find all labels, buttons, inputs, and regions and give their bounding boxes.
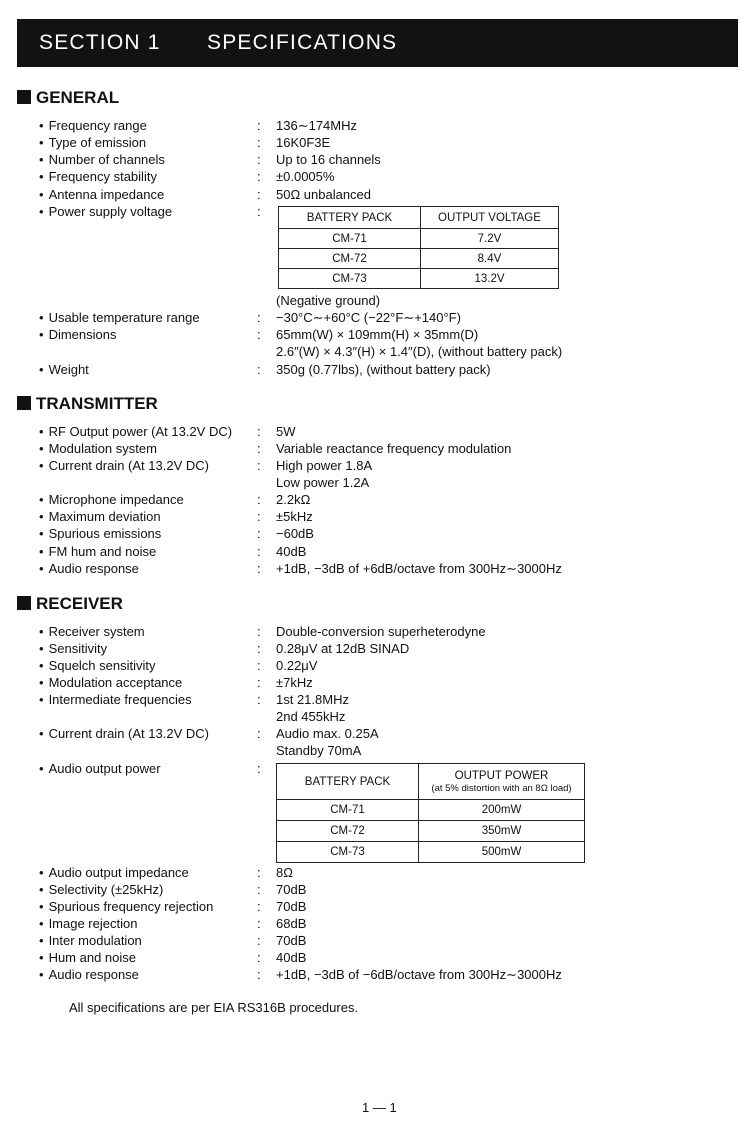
general-heading: GENERAL	[17, 88, 119, 108]
square-bullet-icon	[17, 596, 31, 610]
spec-value: 0.28μV at 12dB SINAD	[276, 641, 410, 656]
spec-value: −60dB	[276, 526, 314, 541]
colon: :	[257, 544, 261, 559]
negative-ground-note: (Negative ground)	[276, 293, 381, 308]
spec-value: +1dB, −3dB of −6dB/octave from 300Hz∼3000Hz	[276, 967, 562, 982]
colon: :	[257, 967, 261, 982]
table-row	[279, 229, 559, 249]
colon: :	[257, 458, 261, 473]
colon: :	[257, 899, 261, 914]
power-supply-table	[278, 206, 559, 289]
table-cell: CM-71	[279, 229, 421, 249]
spec-value: 136∼174MHz	[276, 118, 357, 133]
colon: :	[257, 135, 261, 150]
table-cell: 200mW	[419, 800, 585, 821]
colon: :	[257, 509, 261, 524]
spec-value: 2.6″(W) × 4.3″(H) × 1.4″(D), (without battery pack)	[276, 344, 563, 359]
colon: :	[257, 624, 261, 639]
spec-label: • FM hum and noise	[39, 544, 156, 560]
colon: :	[257, 327, 261, 342]
spec-value: ±7kHz	[276, 675, 313, 690]
table-header: OUTPUT VOLTAGE	[421, 207, 559, 229]
table-cell: CM-71	[277, 800, 419, 821]
table-cell: CM-72	[279, 249, 421, 269]
colon: :	[257, 526, 261, 541]
table-cell: CM-72	[277, 821, 419, 842]
table-cell: CM-73	[279, 269, 421, 289]
table-row	[277, 842, 585, 863]
colon: :	[257, 675, 261, 690]
table-header: OUTPUT POWER (at 5% distortion with an 8Ω load)	[419, 764, 585, 800]
spec-label: • Current drain (At 13.2V DC)	[39, 458, 209, 474]
spec-value: 2.2kΩ	[276, 492, 311, 507]
colon: :	[257, 726, 261, 741]
spec-label: • Modulation system	[39, 441, 157, 457]
colon: :	[257, 865, 261, 880]
spec-label: • Inter modulation	[39, 933, 142, 949]
table-cell: 7.2V	[421, 229, 559, 249]
colon: :	[257, 641, 261, 656]
spec-value: 70dB	[276, 933, 307, 948]
section-header	[17, 19, 738, 67]
spec-value: ±0.0005%	[276, 169, 335, 184]
table-cell: 350mW	[419, 821, 585, 842]
spec-label: • Frequency stability	[39, 169, 157, 185]
colon: :	[257, 492, 261, 507]
spec-label: • Audio response	[39, 561, 139, 577]
table-cell: 8.4V	[421, 249, 559, 269]
spec-value: 65mm(W) × 109mm(H) × 35mm(D)	[276, 327, 479, 342]
spec-label: • Spurious frequency rejection	[39, 899, 213, 915]
colon: :	[257, 424, 261, 439]
table-row	[279, 269, 559, 289]
spec-label: • Sensitivity	[39, 641, 107, 657]
colon: :	[257, 362, 261, 377]
table-row	[277, 800, 585, 821]
table-header: BATTERY PACK	[277, 764, 419, 800]
spec-label: • Spurious emissions	[39, 526, 161, 542]
colon: :	[257, 916, 261, 931]
spec-value: 5W	[276, 424, 296, 439]
spec-label: • Modulation acceptance	[39, 675, 182, 691]
spec-value: Variable reactance frequency modulation	[276, 441, 512, 456]
spec-value: ±5kHz	[276, 509, 313, 524]
colon: :	[257, 933, 261, 948]
colon: :	[257, 441, 261, 456]
colon: :	[257, 152, 261, 167]
spec-value: 1st 21.8MHz	[276, 692, 349, 707]
spec-label: • Frequency range	[39, 118, 147, 134]
spec-label: • Weight	[39, 362, 89, 378]
spec-label: • Usable temperature range	[39, 310, 200, 326]
spec-value: 68dB	[276, 916, 307, 931]
spec-label: • Power supply voltage	[39, 204, 172, 220]
spec-label: • Maximum deviation	[39, 509, 161, 525]
table-header: BATTERY PACK	[279, 207, 421, 229]
specifications-note: All specifications are per EIA RS316B procedures.	[69, 1000, 359, 1015]
spec-value: 350g (0.77lbs), (without battery pack)	[276, 362, 491, 377]
spec-value: Up to 16 channels	[276, 152, 381, 167]
square-bullet-icon	[17, 90, 31, 104]
spec-value: +1dB, −3dB of +6dB/octave from 300Hz∼3000Hz	[276, 561, 562, 576]
table-row	[279, 249, 559, 269]
colon: :	[257, 187, 261, 202]
spec-label: • Current drain (At 13.2V DC)	[39, 726, 209, 742]
square-bullet-icon	[17, 396, 31, 410]
spec-label: • Number of channels	[39, 152, 165, 168]
table-row	[277, 821, 585, 842]
colon: :	[257, 761, 261, 776]
spec-label: • Type of emission	[39, 135, 146, 151]
audio-output-power-table	[276, 763, 585, 863]
spec-value: 16K0F3E	[276, 135, 331, 150]
colon: :	[257, 561, 261, 576]
section-number: SECTION 1	[39, 31, 161, 54]
spec-label: • RF Output power (At 13.2V DC)	[39, 424, 232, 440]
transmitter-heading: TRANSMITTER	[17, 394, 158, 414]
spec-value: 40dB	[276, 544, 307, 559]
spec-value: 70dB	[276, 882, 307, 897]
spec-label: • Audio output impedance	[39, 865, 189, 881]
colon: :	[257, 169, 261, 184]
spec-label: • Intermediate frequencies	[39, 692, 192, 708]
spec-value: Audio max. 0.25A	[276, 726, 379, 741]
spec-value: 70dB	[276, 899, 307, 914]
colon: :	[257, 692, 261, 707]
section-title: SPECIFICATIONS	[207, 31, 398, 54]
spec-value: −30°C∼+60°C (−22°F∼+140°F)	[276, 310, 461, 325]
spec-label: • Audio response	[39, 967, 139, 983]
receiver-heading: RECEIVER	[17, 594, 123, 614]
spec-value: High power 1.8A	[276, 458, 373, 473]
spec-label: • Microphone impedance	[39, 492, 184, 508]
spec-label: • Receiver system	[39, 624, 145, 640]
colon: :	[257, 658, 261, 673]
page-number: 1 — 1	[362, 1100, 397, 1115]
spec-value: Double-conversion superheterodyne	[276, 624, 486, 639]
spec-value: Low power 1.2A	[276, 475, 370, 490]
spec-label: • Hum and noise	[39, 950, 136, 966]
table-cell: 13.2V	[421, 269, 559, 289]
spec-value: 8Ω	[276, 865, 293, 880]
spec-label: • Audio output power	[39, 761, 161, 777]
spec-label: • Dimensions	[39, 327, 116, 343]
spec-label: • Image rejection	[39, 916, 137, 932]
spec-label: • Squelch sensitivity	[39, 658, 156, 674]
spec-label: • Selectivity (±25kHz)	[39, 882, 163, 898]
spec-value: 0.22μV	[276, 658, 318, 673]
table-cell: CM-73	[277, 842, 419, 863]
spec-value: 40dB	[276, 950, 307, 965]
colon: :	[257, 204, 261, 219]
table-cell: 500mW	[419, 842, 585, 863]
colon: :	[257, 118, 261, 133]
spec-value: Standby 70mA	[276, 743, 362, 758]
colon: :	[257, 882, 261, 897]
colon: :	[257, 950, 261, 965]
spec-label: • Antenna impedance	[39, 187, 164, 203]
colon: :	[257, 310, 261, 325]
spec-value: 50Ω unbalanced	[276, 187, 372, 202]
spec-value: 2nd 455kHz	[276, 709, 346, 724]
